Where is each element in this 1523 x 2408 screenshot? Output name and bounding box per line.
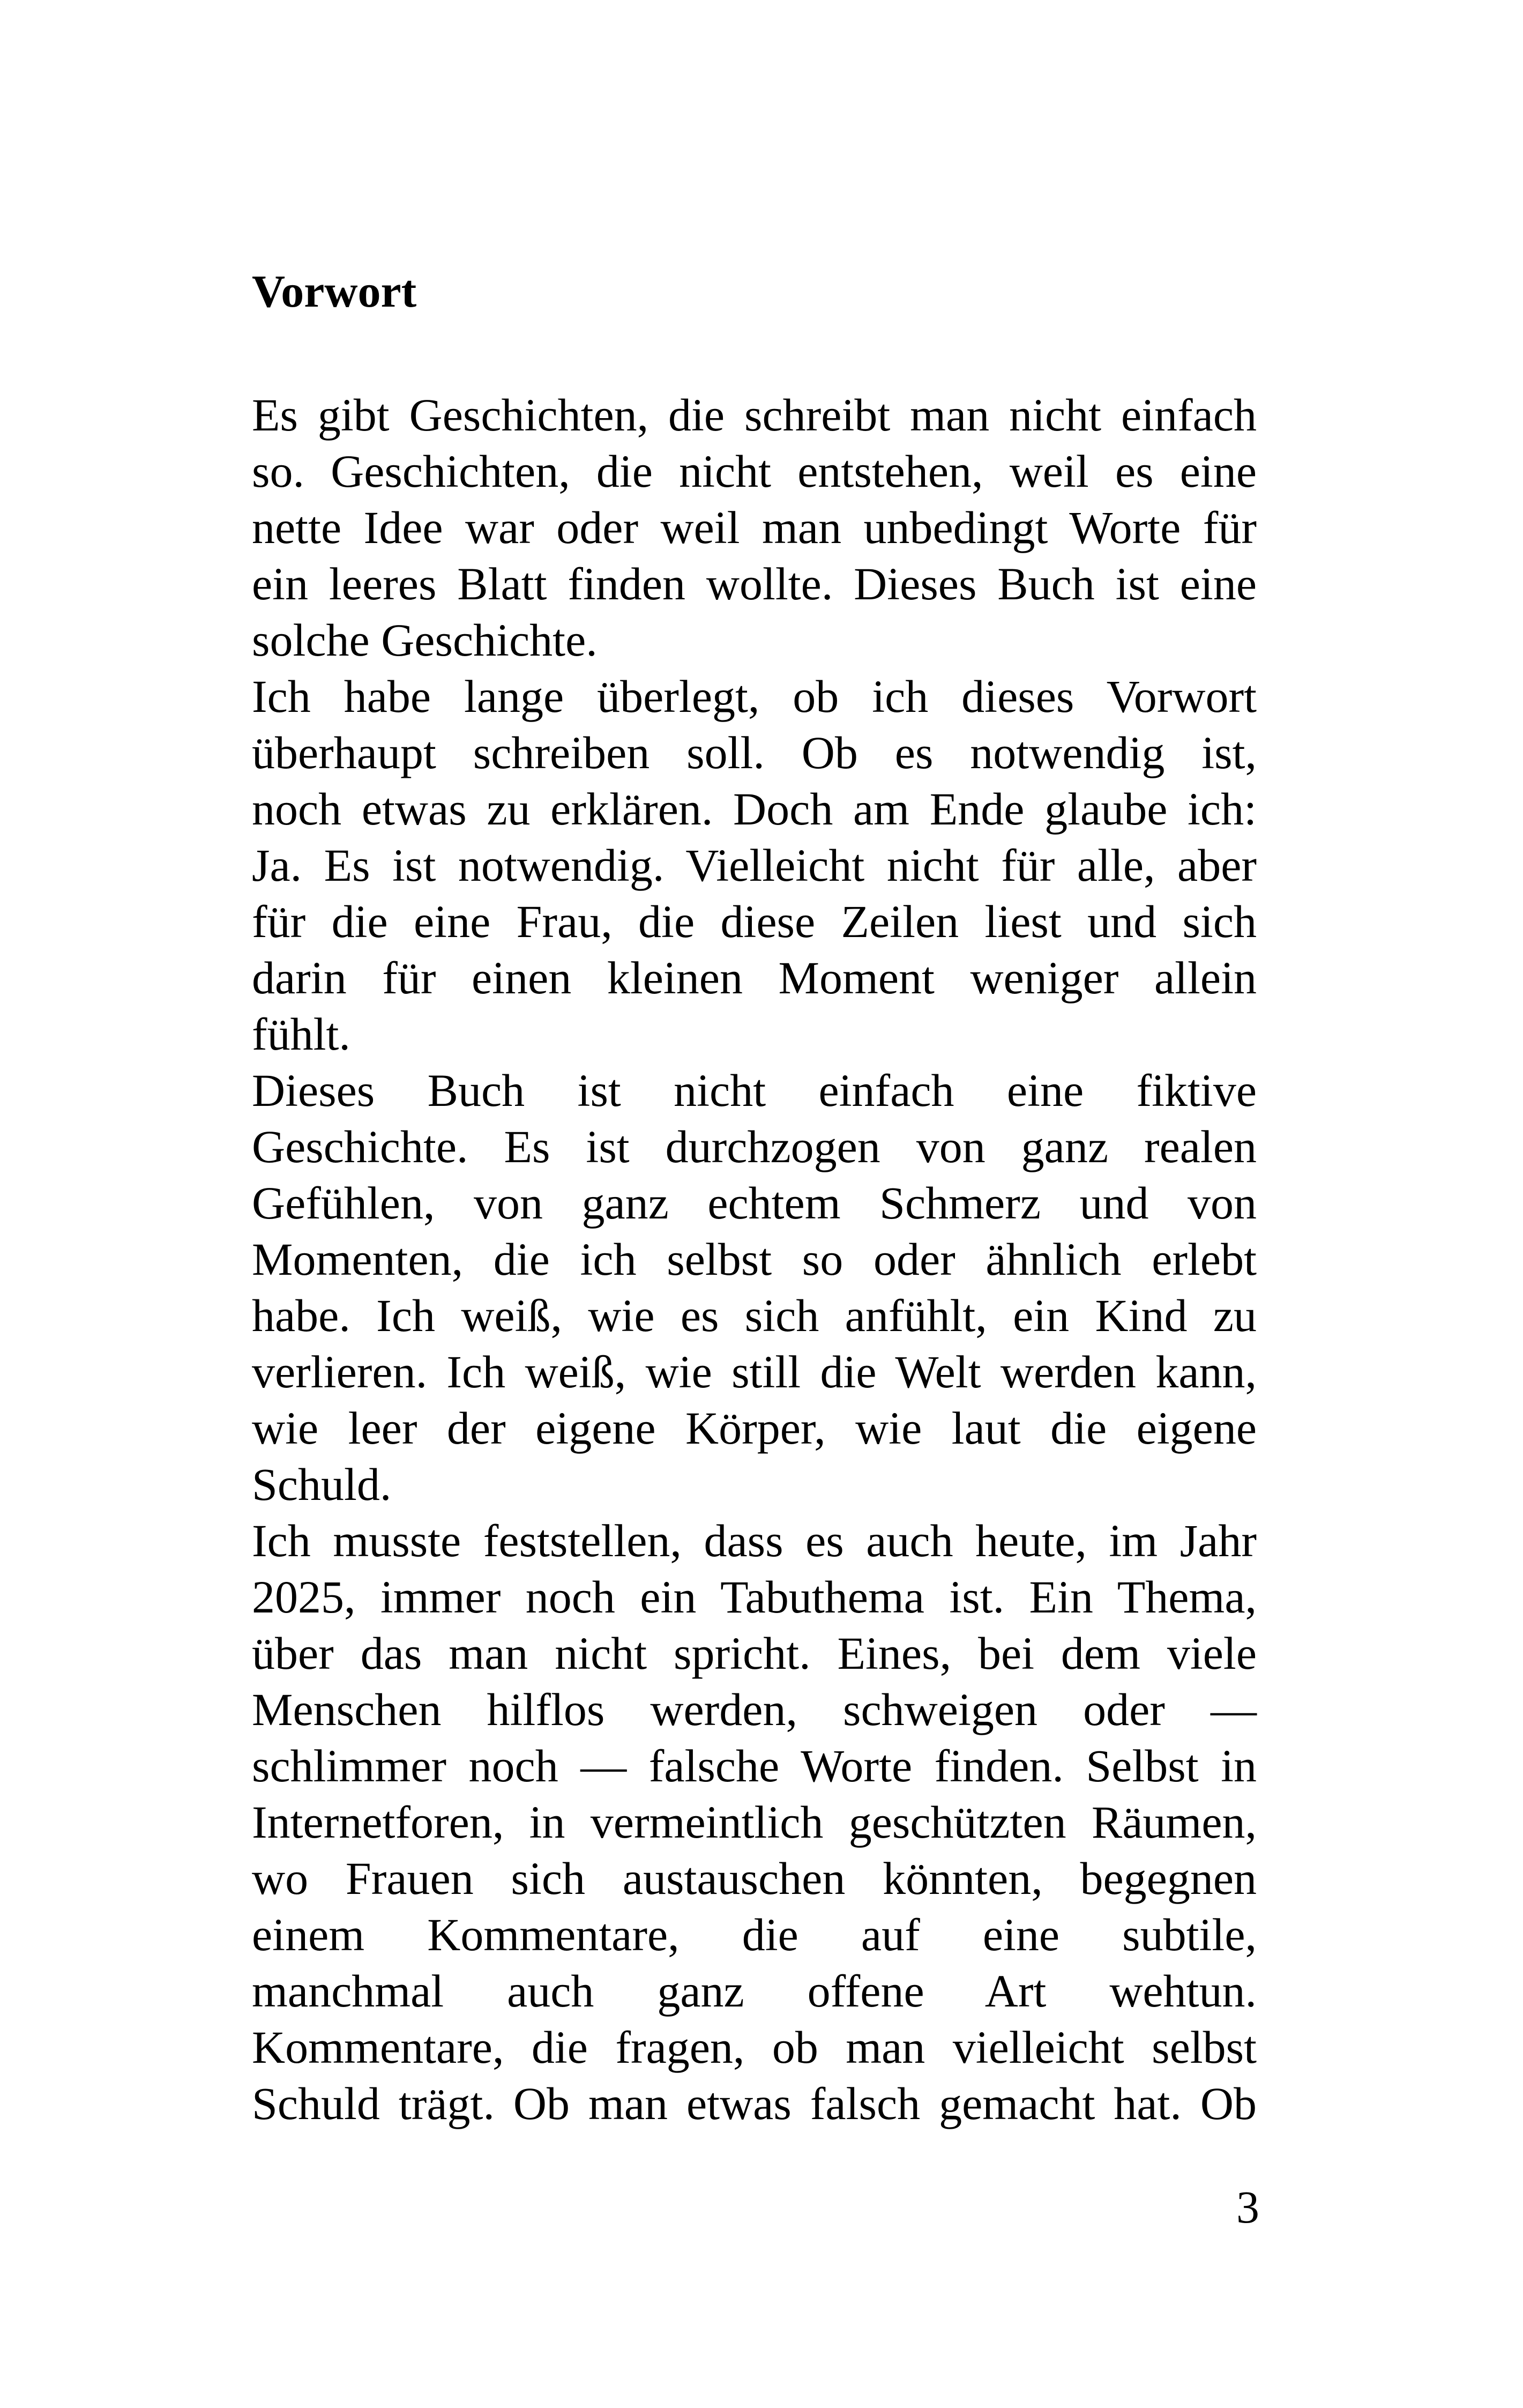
text-line: Gefühlen, von ganz echtem Schmerz und von [252,1177,1257,1229]
text-line: nette Idee war oder weil man unbedingt Worte für [252,502,1257,553]
text-line: Ja. Es ist notwendig. Vielleicht nicht für alle, aber [252,839,1257,891]
text-line: über das man nicht spricht. Eines, bei dem viele [252,1627,1257,1679]
text-line: schlimmer noch — falsche Worte finden. Selbst in [252,1740,1257,1792]
text-line: Ich musste feststellen, dass es auch heute, im Jahr [252,1515,1257,1566]
text-line: solche Geschichte. [252,614,598,666]
text-line: ein leeres Blatt finden wollte. Dieses Buch ist eine [252,558,1257,610]
text-line: darin für einen kleinen Moment weniger allein [252,952,1257,1004]
text-line: wo Frauen sich austauschen könnten, begegnen [252,1853,1257,1904]
text-line: 2025, immer noch ein Tabuthema ist. Ein Thema, [252,1571,1257,1623]
body-text [252,387,1257,2132]
text-line: Schuld trägt. Ob man etwas falsch gemacht hat. Ob [252,2078,1257,2129]
text-line: so. Geschichten, die nicht entstehen, weil es eine [252,445,1257,497]
chapter-heading: Vorwort [252,265,417,317]
text-line: Momenten, die ich selbst so oder ähnlich erlebt [252,1233,1257,1285]
text-line: habe. Ich weiß, wie es sich anfühlt, ein Kind zu [252,1290,1257,1341]
text-line: Schuld. [252,1459,392,1510]
text-line: Es gibt Geschichten, die schreibt man nicht einfach [252,389,1257,441]
text-line: für die eine Frau, die diese Zeilen liest und sich [252,896,1257,947]
text-line: Geschichte. Es ist durchzogen von ganz realen [252,1121,1257,1172]
text-line: Dieses Buch ist nicht einfach eine fiktive [252,1065,1257,1116]
text-line: Menschen hilflos werden, schweigen oder — [252,1684,1257,1735]
text-line: verlieren. Ich weiß, wie still die Welt werden kann, [252,1346,1257,1398]
text-line: überhaupt schreiben soll. Ob es notwendig ist, [252,727,1257,778]
text-line: wie leer der eigene Körper, wie laut die eigene [252,1402,1257,1454]
text-line: noch etwas zu erklären. Doch am Ende glaube ich: [252,783,1257,835]
text-line: einem Kommentare, die auf eine subtile, [252,1909,1257,1960]
page-number: 3 [1236,2181,1259,2233]
text-line: fühlt. [252,1008,350,1060]
text-line: manchmal auch ganz offene Art wehtun. [252,1965,1257,2017]
text-line: Kommentare, die fragen, ob man vielleicht selbst [252,2021,1257,2073]
text-line: Ich habe lange überlegt, ob ich dieses Vorwort [252,671,1257,722]
text-line: Internetforen, in vermeintlich geschützten Räumen, [252,1796,1257,1848]
